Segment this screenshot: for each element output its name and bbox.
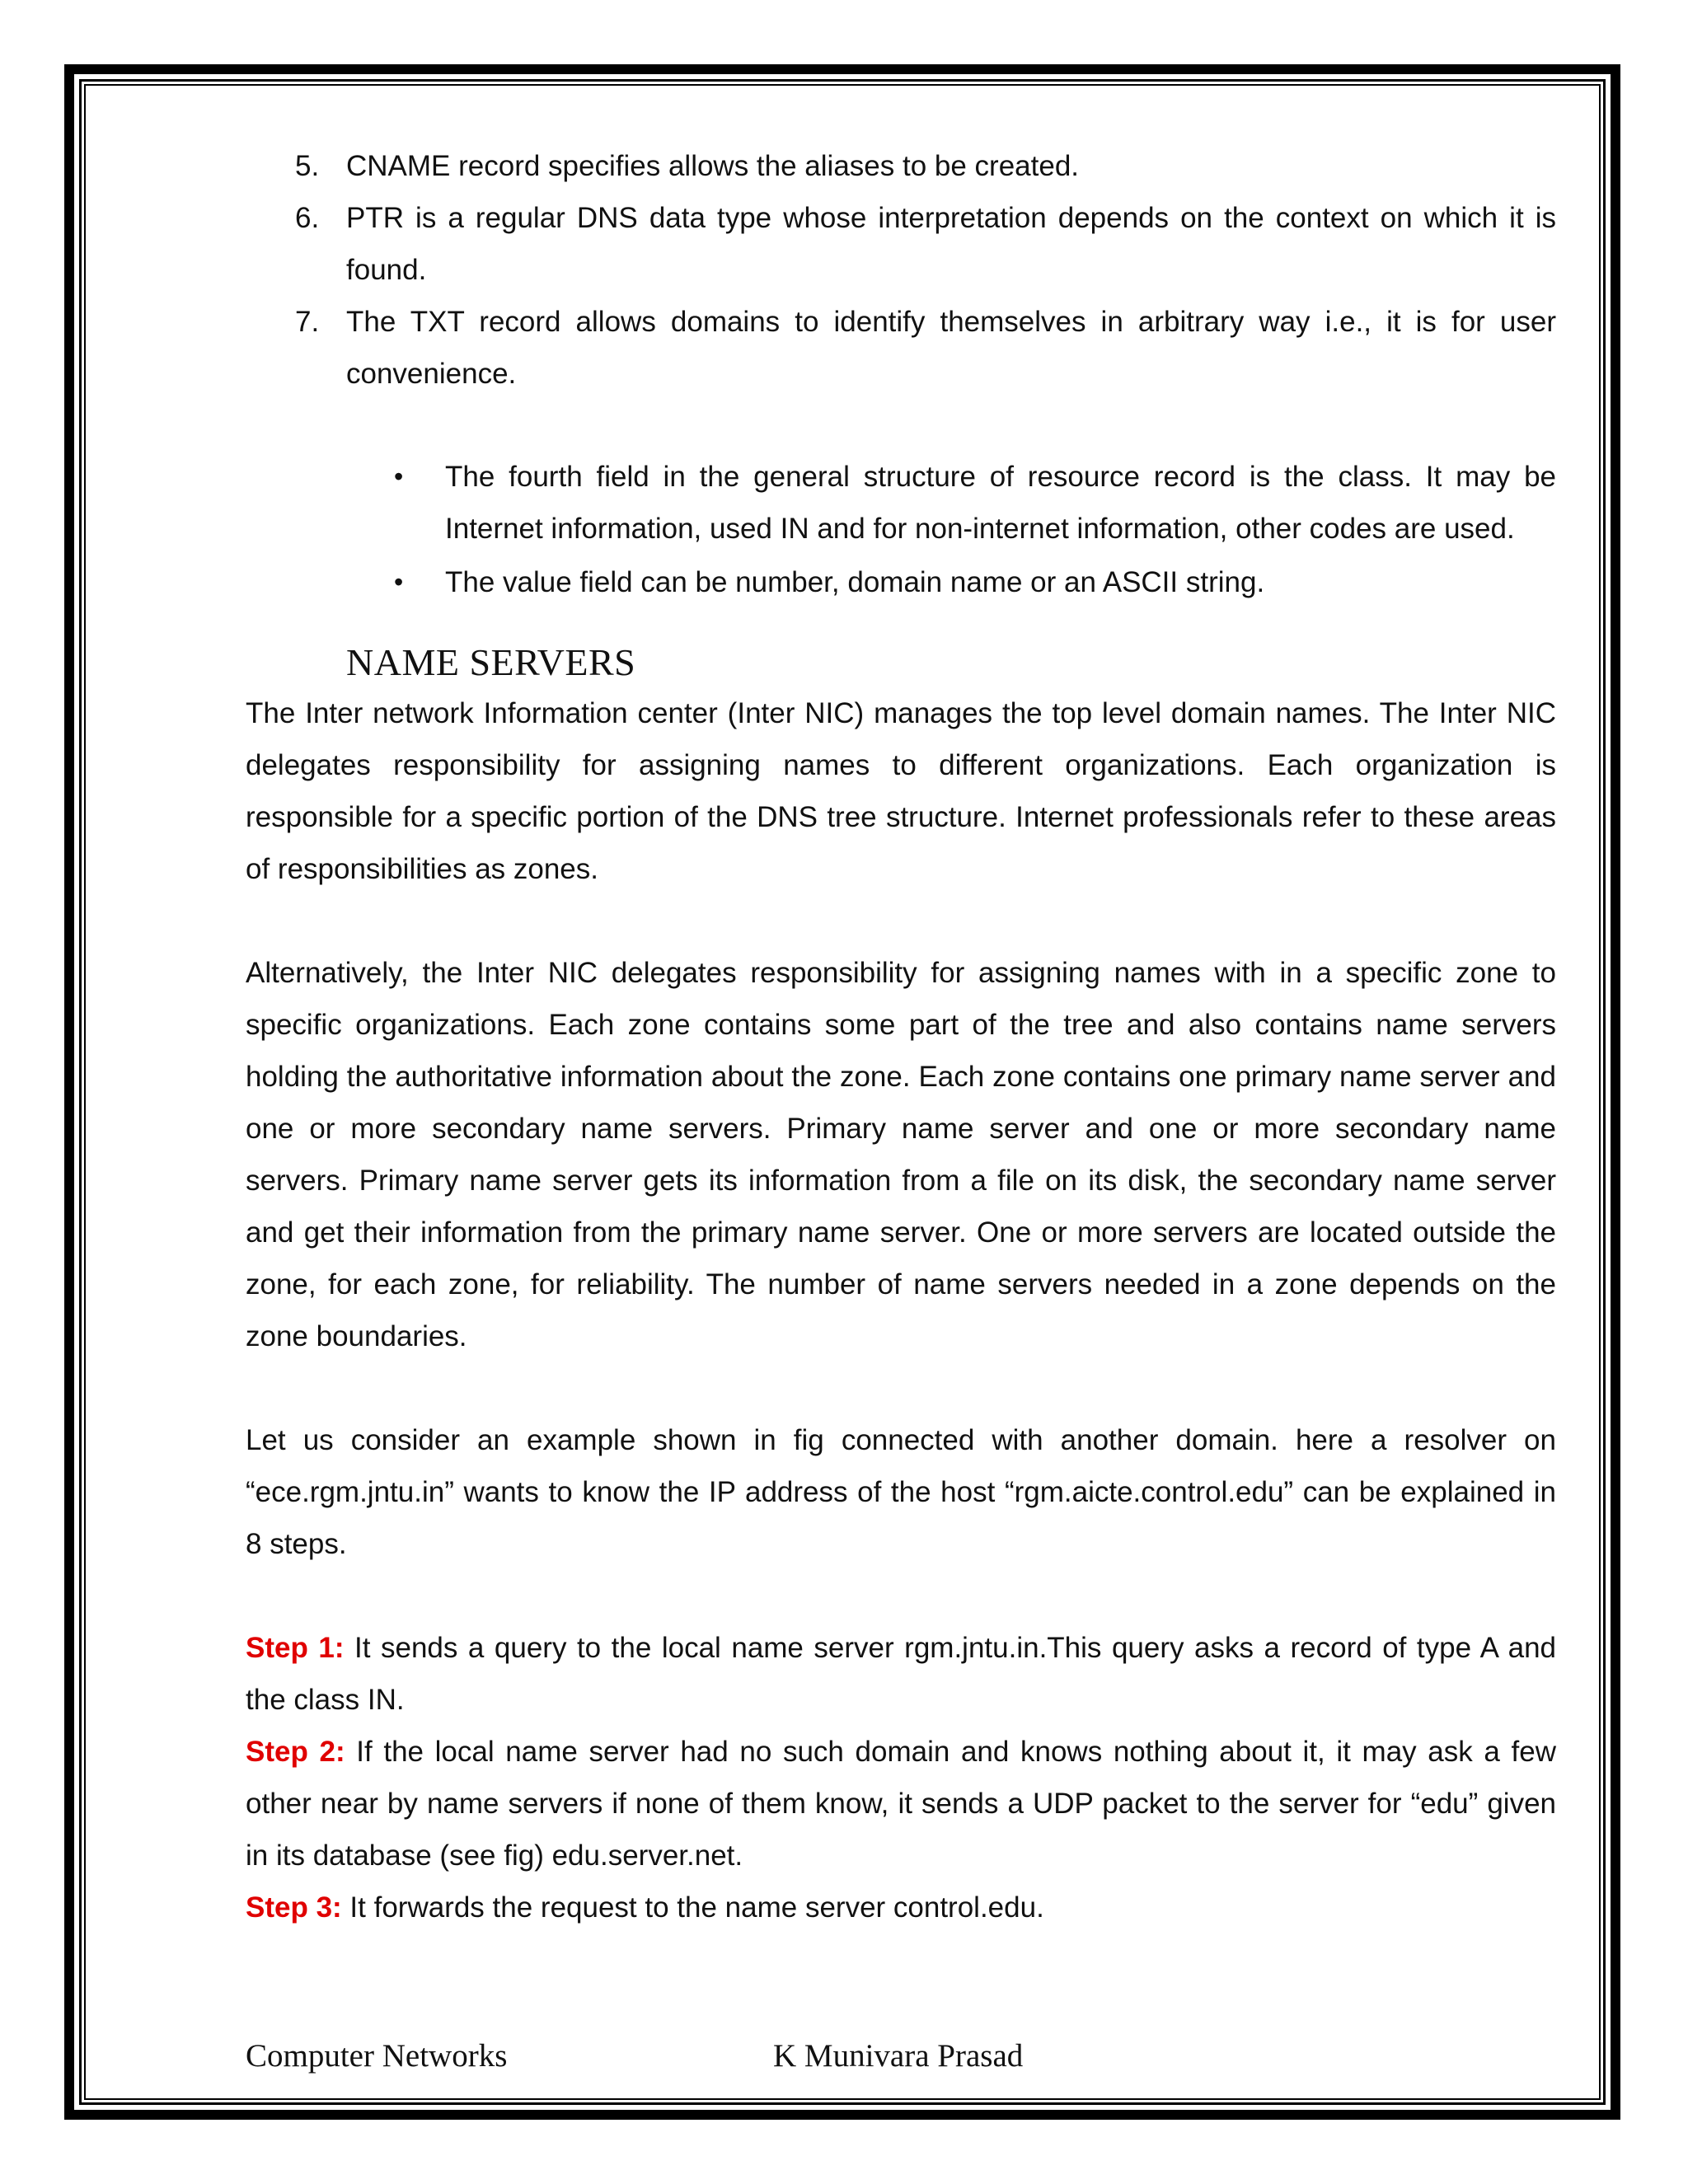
bullet-item bbox=[246, 451, 1556, 555]
steps-list bbox=[246, 1622, 1556, 1933]
section-heading: NAME SERVERS bbox=[346, 641, 636, 683]
list-item-text: CNAME record specifies allows the aliases to be created. bbox=[346, 150, 1080, 182]
list-item bbox=[246, 296, 1556, 400]
step-text: If the local name server had no such domain and knows nothing about it, it may ask a few other near by name servers if none of them know, it sends a UDP packet to the server for “edu” given in its database (see fig) edu.server.net. bbox=[246, 1736, 1556, 1872]
bullet-list bbox=[246, 451, 1556, 608]
bullet-item bbox=[246, 556, 1556, 608]
footer-course-title: Computer Networks bbox=[246, 2038, 508, 2074]
step-text: It sends a query to the local name server rgm.jntu.in.This query asks a record of type A and the class IN. bbox=[246, 1632, 1556, 1716]
list-item-text: PTR is a regular DNS data type whose interpretation depends on the context on which it is found. bbox=[346, 202, 1556, 286]
step-item bbox=[246, 1882, 1556, 1933]
step-item bbox=[246, 1726, 1556, 1882]
step-item bbox=[246, 1622, 1556, 1726]
step-label: Step 3: bbox=[246, 1891, 342, 1924]
paragraph-example: Let us consider an example shown in fig connected with another domain. here a resolver on “ece.rgm.jntu.in” wants to know the IP address of the host “rgm.aicte.control.edu” can be explained in 8 steps. bbox=[246, 1424, 1556, 1560]
paragraph-intro: The Inter network Information center (Inter NIC) manages the top level domain names. The Inter NIC delegates responsibility for assigning names to different organizations. Each organization is responsible for a specific portion of the DNS tree structure. Internet professionals refer to these areas of responsibilities as zones. bbox=[246, 697, 1556, 885]
list-item-text: The TXT record allows domains to identify themselves in arbitrary way i.e., it is for user convenience. bbox=[346, 306, 1556, 390]
paragraph-zones: Alternatively, the Inter NIC delegates responsibility for assigning names with in a specific zone to specific organizations. Each zone contains some part of the tree and also contains name servers holding the authoritative information about the zone. Each zone contains one primary name server and one or more secondary name servers. Primary name server and one or more secondary name servers. Primary name server gets its information from a file on its disk, the secondary name server and get their information from the primary name server. One or more servers are located outside the zone, for each zone, for reliability. The number of name servers needed in a zone depends on the zone boundaries. bbox=[246, 957, 1556, 1352]
bullet-icon: • bbox=[394, 462, 404, 491]
list-item-number: 7. bbox=[295, 306, 320, 338]
list-item bbox=[246, 140, 1556, 192]
step-label: Step 2: bbox=[246, 1736, 345, 1768]
list-item-number: 5. bbox=[295, 150, 320, 182]
list-item bbox=[246, 192, 1556, 296]
footer-author: K Munivara Prasad bbox=[773, 2038, 1024, 2074]
list-item-number: 6. bbox=[295, 202, 320, 234]
bullet-icon: • bbox=[394, 567, 404, 597]
step-text: It forwards the request to the name server control.edu. bbox=[341, 1891, 1044, 1924]
numbered-list bbox=[246, 140, 1556, 400]
step-label: Step 1: bbox=[246, 1632, 345, 1664]
document-body bbox=[246, 140, 1556, 1933]
bullet-text: The value field can be number, domain name or an ASCII string. bbox=[445, 566, 1265, 598]
bullet-text: The fourth field in the general structure of resource record is the class. It may be Internet information, used IN and for non-internet information, other codes are used. bbox=[445, 461, 1556, 545]
